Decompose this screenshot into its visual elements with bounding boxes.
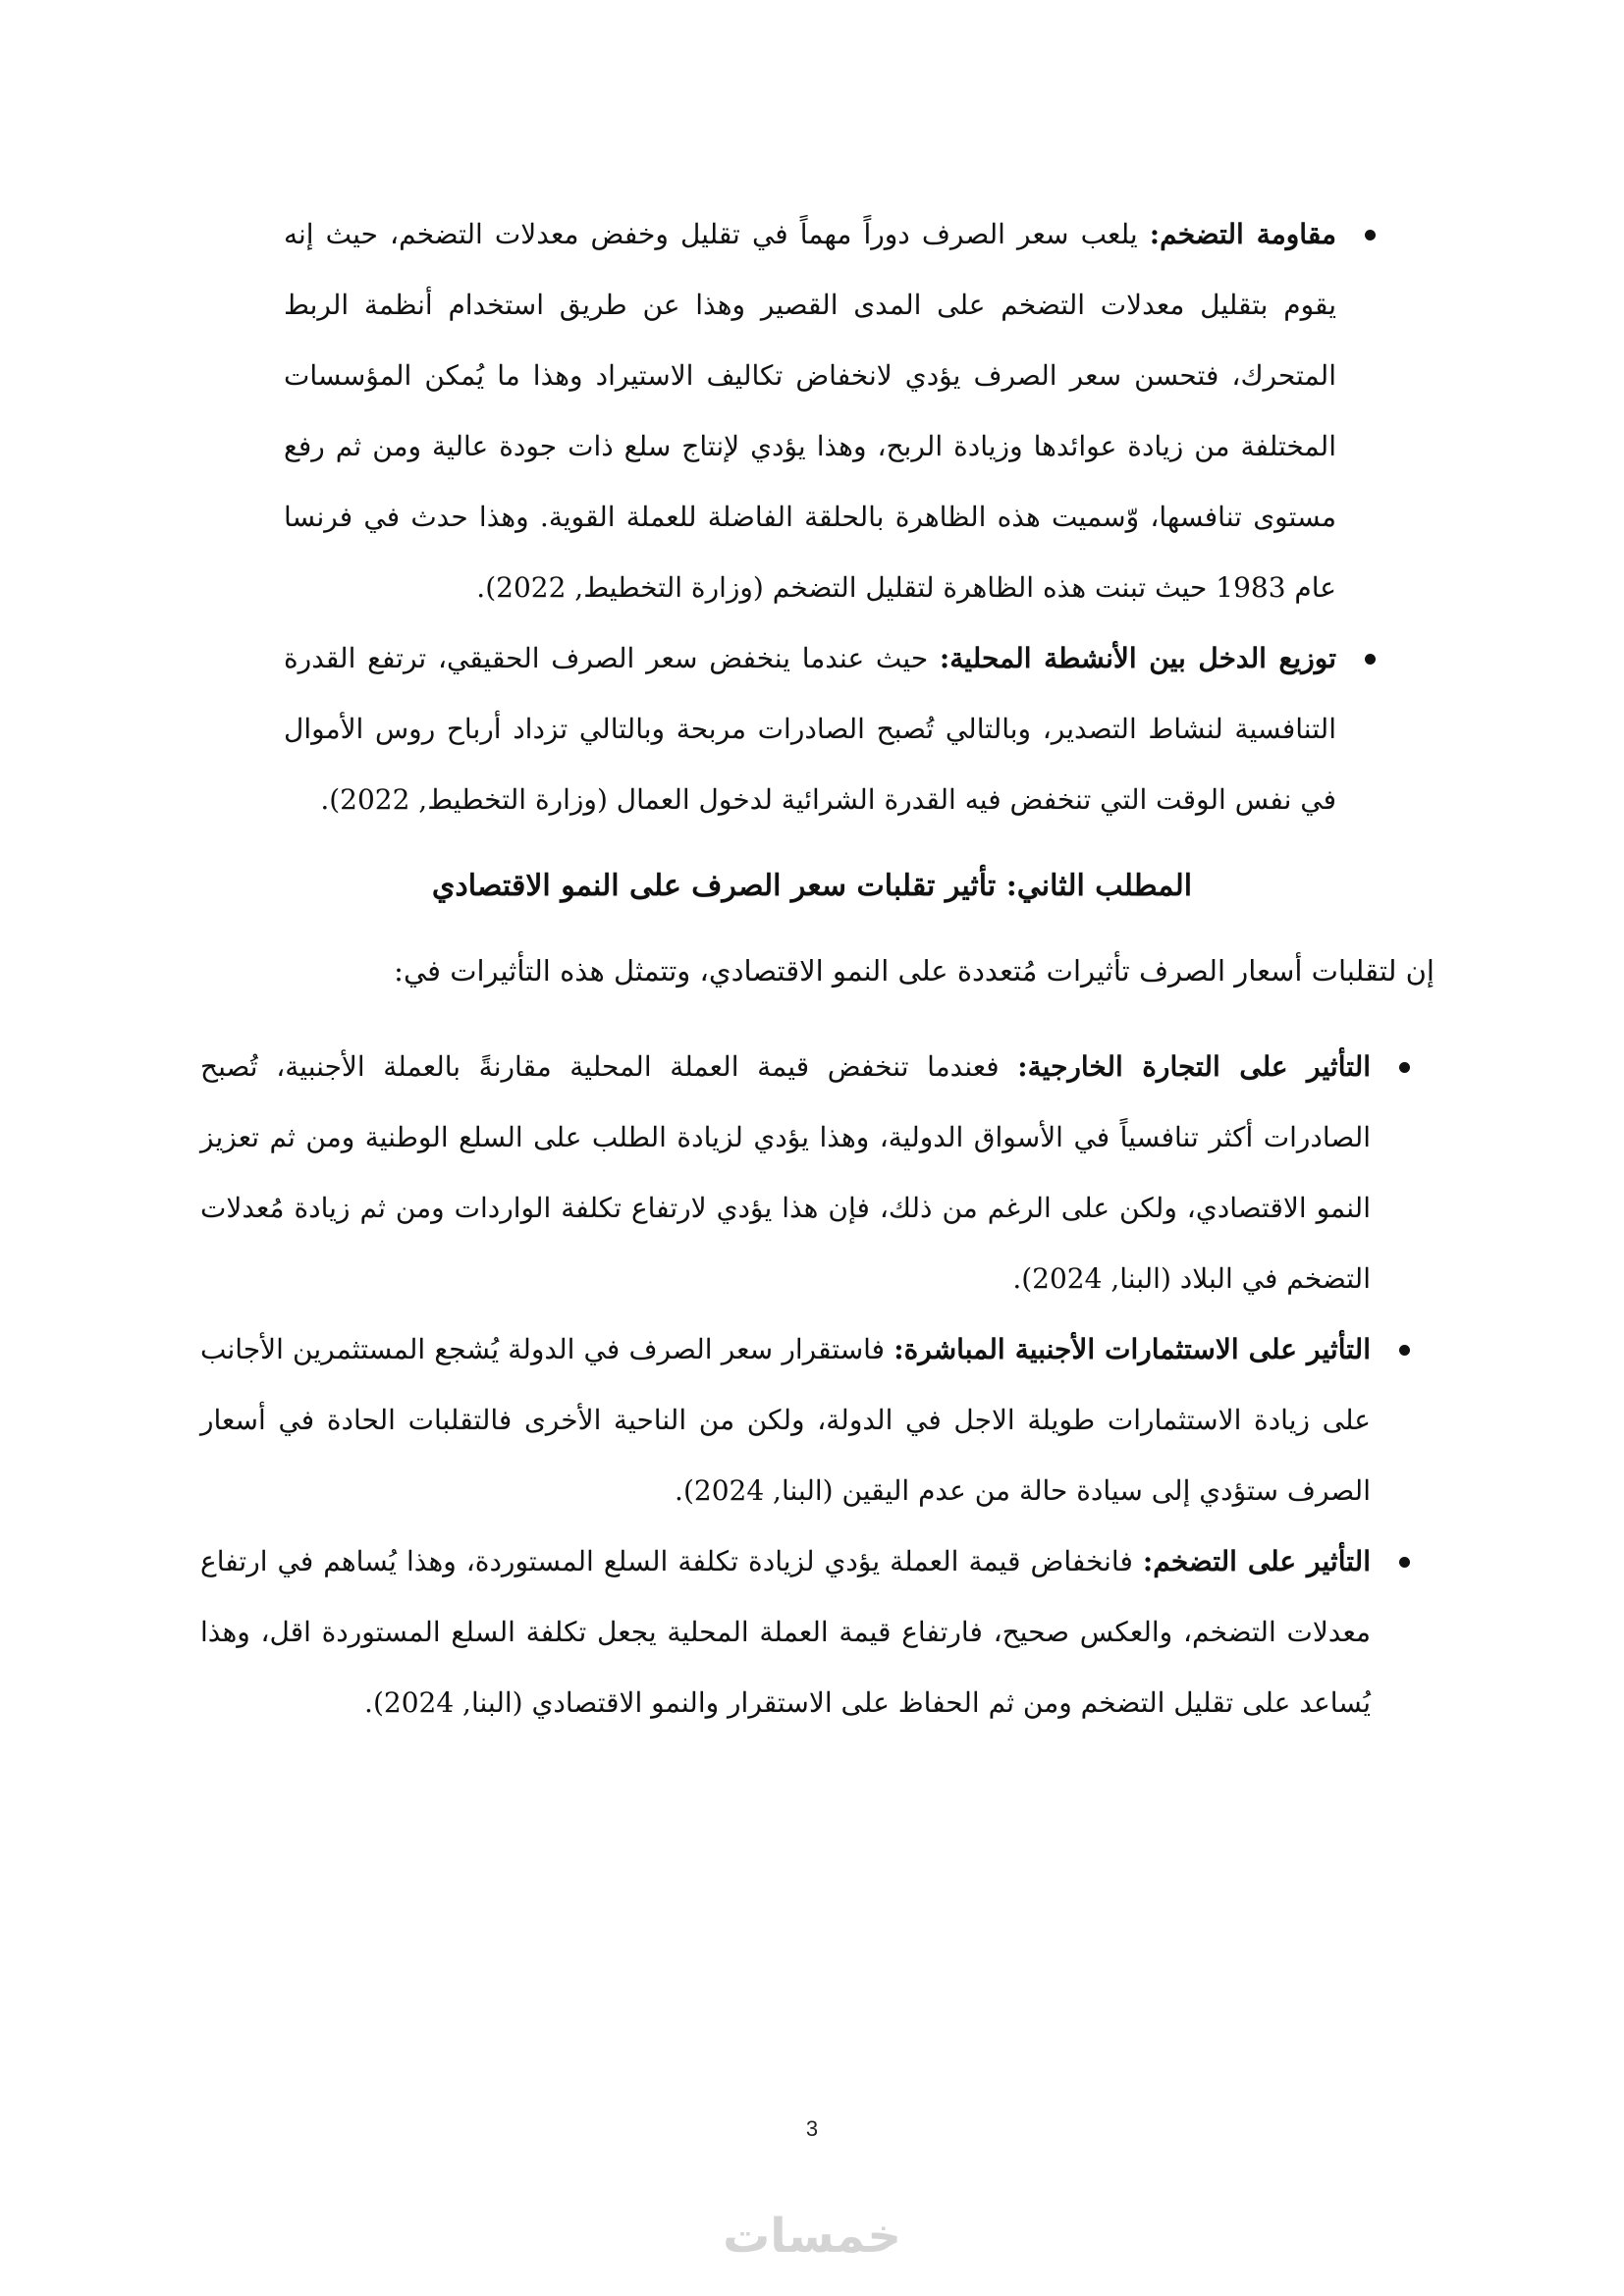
item-term: التأثير على التجارة الخارجية: [1017, 1050, 1371, 1083]
item-term: مقاومة التضخم: [1149, 218, 1336, 250]
item-text: حيث عندما ينخفض سعر الصرف الحقيقي، ترتفع القدرة التنافسية لنشاط التصدير، وبالتالي تُصبح الصادرات مربحة وبالتالي تزداد أرباح روس الأموال في نفس الوقت التي تنخفض فيه القدرة الشرائية لدخول العمال (وزارة التخطيط, 2022). [284, 642, 1336, 816]
watermark-logo: خمسات [723, 2209, 901, 2264]
item-term: التأثير على التضخم: [1142, 1545, 1371, 1577]
list-item [284, 199, 1393, 623]
bullet-icon [1365, 654, 1376, 665]
item-term: توزيع الدخل بين الأنشطة المحلية: [939, 642, 1337, 674]
bullet-list-exchange-effects [284, 199, 1393, 835]
section-heading: المطلب الثاني: تأثير تقلبات سعر الصرف على النمو الاقتصادي [431, 869, 1193, 903]
page-number: 3 [805, 2116, 819, 2141]
item-term: التأثير على الاستثمارات الأجنبية المباشرة: [893, 1333, 1371, 1365]
bullet-icon [1399, 1062, 1410, 1073]
intro-paragraph: إن لتقلبات أسعار الصرف تأثيرات مُتعددة على النمو الاقتصادي، وتتمثل هذه التأثيرات في: [394, 954, 1435, 988]
list-item [200, 1032, 1428, 1314]
item-text: فاستقرار سعر الصرف في الدولة يُشجع المستثمرين الأجانب على زيادة الاستثمارات طويلة الاجل في الدولة، ولكن من الناحية الأخرى فالتقلبات الحادة في أسعار الصرف ستؤدي إلى سيادة حالة من عدم اليقين (البنا, 2024). [200, 1333, 1371, 1507]
item-text: فانخفاض قيمة العملة يؤدي لزيادة تكلفة السلع المستوردة، وهذا يُساهم في ارتفاع معدلات التضخم، والعكس صحيح، فارتفاع قيمة العملة المحلية يجعل تكلفة السلع المستوردة اقل، وهذا يُساعد على تقليل التضخم ومن ثم الحفاظ على الاستقرار والنمو الاقتصادي (البنا, 2024). [200, 1545, 1371, 1719]
list-item [284, 623, 1393, 835]
list-item [200, 1526, 1428, 1738]
list-item [200, 1314, 1428, 1526]
bullet-icon [1365, 230, 1376, 240]
bullet-icon [1399, 1557, 1410, 1568]
bullet-icon [1399, 1345, 1410, 1356]
bullet-list-growth-effects [200, 1032, 1428, 1738]
item-text: فعندما تنخفض قيمة العملة المحلية مقارنةً بالعملة الأجنبية، تُصبح الصادرات أكثر تنافسياً في الأسواق الدولية، وهذا يؤدي لزيادة الطلب على السلع الوطنية ومن ثم تعزيز النمو الاقتصادي، ولكن على الرغم من ذلك، فإن هذا يؤدي لارتفاع تكلفة الواردات ومن ثم زيادة مُعدلات التضخم في البلاد (البنا, 2024). [200, 1050, 1371, 1295]
item-text: يلعب سعر الصرف دوراً مهماً في تقليل وخفض معدلات التضخم، حيث إنه يقوم بتقليل معدلات التضخم على المدى القصير وهذا عن طريق استخدام أنظمة الربط المتحرك، فتحسن سعر الصرف يؤدي لانخفاض تكاليف الاستيراد وهذا ما يُمكن المؤسسات المختلفة من زيادة عوائدها وزيادة الربح، وهذا يؤدي لإنتاج سلع ذات جودة عالية ومن ثم رفع مستوى تنافسها، وّسميت هذه الظاهرة بالحلقة الفاضلة للعملة القوية. وهذا حدث في فرنسا عام 1983 حيث تبنت هذه الظاهرة لتقليل التضخم (وزارة التخطيط, 2022). [284, 218, 1336, 604]
